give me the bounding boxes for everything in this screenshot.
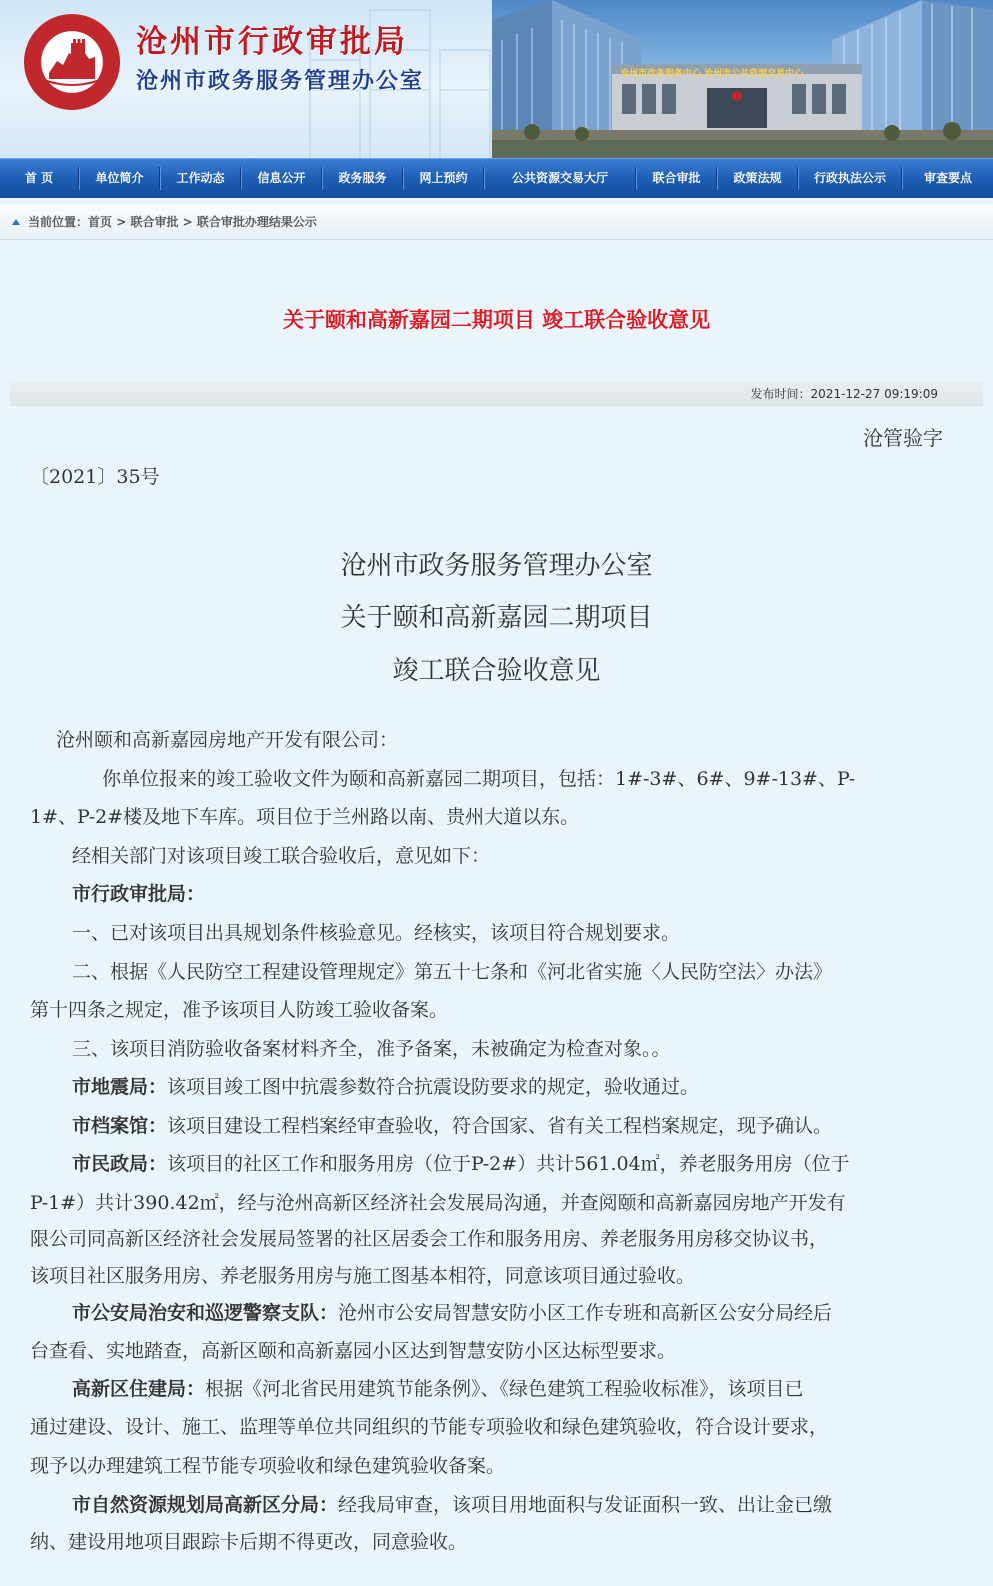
nav-joint-approval[interactable]: 联合审批 [652,171,701,185]
site-subtitle: 沧州市政务服务管理办公室 [136,68,425,94]
body-line: 你单位报来的竣工验收文件为颐和高新嘉园二期项目，包括：1#-3#、6#、9#-13#、P- [102,768,856,790]
doc-number: 沧管验字 [863,426,943,450]
doc-title-line: 竣工联合验收意见 [392,656,601,686]
article-title: 关于颐和高新嘉园二期项目 竣工联合验收意见 [282,308,711,332]
dept-label: 市民政局： [72,1153,168,1175]
dept-label: 高新区住建局： [72,1378,206,1400]
body-line: 市民政局：该项目的社区工作和服务用房（位于P-2#）共计561.04㎡，养老服务用房（位于 [72,1153,850,1175]
nav-public-resource-hall[interactable]: 公共资源交易大厅 [511,171,608,185]
body-line: 市地震局：该项目竣工图中抗震参数符合抗震设防要求的规定，验收通过。 [72,1076,700,1098]
header-banner [0,0,993,158]
dept-label: 市地震局： [72,1076,168,1098]
nav-review-points[interactable]: 审查要点 [923,171,972,185]
body-line: 该项目社区服务用房、养老服务用房与施工图基本相符，同意该项目通过验收。 [30,1265,696,1287]
body-line: 经相关部门对该项目竣工联合验收后，意见如下： [72,845,491,867]
site-title: 沧州市行政审批局 [136,24,408,60]
great-wall-icon [27,17,117,107]
body-line: 二、根据《人民防空工程建设管理规定》第五十七条和《河北省实施〈人民防空法〉办法》 [72,961,833,983]
doc-title-line: 关于颐和高新嘉园二期项目 [340,603,653,633]
dept-label: 市自然资源规划局高新区分局： [72,1494,339,1516]
doc-number-year: 〔2021〕35号 [30,466,160,488]
office-building-image [492,0,993,158]
body-line: 三、该项目消防验收备案材料齐全，准予备案，未被确定为检查对象。。 [72,1038,671,1060]
breadcrumb-results[interactable]: 联合审批办理结果公示 [196,215,317,229]
dept-label: 市档案馆： [72,1115,168,1137]
publish-meta [10,382,983,406]
body-line: 市公安局治安和巡逻警察支队：沧州市公安局智慧安防小区工作专班和高新区公安分局经后 [72,1302,833,1324]
breadcrumb [0,204,993,240]
nav-law-enforcement[interactable]: 行政执法公示 [813,171,886,185]
body-line: 纳、建设用地项目跟踪卡后期不得更改，同意验收。 [30,1531,468,1553]
nav-online-booking[interactable]: 网上预约 [419,171,468,185]
body-line: 一、已对该项目出具规划条件核验意见。经核实，该项目符合规划要求。 [72,922,681,944]
publish-label: 发布时间： [750,387,811,401]
publish-time: 2021-12-27 09:19:09 [810,387,938,401]
body-line: P-1#）共计390.42㎡，经与沧州高新区经济社会发展局沟通，并查阅颐和高新嘉园房地产开发有 [30,1192,846,1214]
dept-label: 市公安局治安和巡逻警察支队： [72,1302,339,1324]
nav-gov-services[interactable]: 政务服务 [338,171,387,185]
body-line: 通过建设、设计、施工、监理等单位共同组织的节能专项验收和绿色建筑验收，符合设计要求， [30,1416,829,1438]
body-line: 限公司同高新区经济社会发展局签署的社区居委会工作和服务用房、养老服务用房移交协议书， [30,1228,829,1250]
nav-info-disclosure[interactable]: 信息公开 [257,171,306,185]
nav-policies[interactable]: 政策法规 [733,171,782,185]
breadcrumb-sep: > [112,215,131,229]
nav-home[interactable]: 首 页 [24,171,54,185]
body-line: 第十四条之规定，准予该项目人防竣工验收备案。 [30,999,449,1021]
nav-work-news[interactable]: 工作动态 [176,171,225,185]
breadcrumb-label: 当前位置： [28,215,89,229]
body-line: 高新区住建局：根据《河北省民用建筑节能条例》、《绿色建筑工程验收标准》，该项目已 [72,1378,804,1400]
breadcrumb-joint-approval[interactable]: 联合审批 [130,215,179,229]
body-line: 市档案馆：该项目建设工程档案经审查验收，符合国家、省有关工程档案规定，现予确认。 [72,1115,833,1137]
body-line: 1#、P-2#楼及地下车库。项目位于兰州路以南、贵州大道以东。 [30,806,580,828]
body-line: 现予以办理建筑工程节能专项验收和绿色建筑验收备案。 [30,1455,506,1477]
doc-title-line: 沧州市政务服务管理办公室 [340,551,653,581]
section-heading: 市行政审批局： [72,883,206,905]
body-line: 台查看、实地踏查，高新区颐和高新嘉园小区达到智慧安防小区达标型要求。 [30,1340,677,1362]
building-sign-text: 沧州市政务服务中心 沧州市公共资源交易中心 [620,69,804,79]
body-line: 市自然资源规划局高新区分局：经我局审查，该项目用地面积与发证面积一致、出让金已缴 [72,1494,833,1516]
building-photo [492,0,993,158]
main-nav [0,158,993,198]
breadcrumb-sep: > [178,215,197,229]
location-icon [12,219,20,225]
body-line: 沧州颐和高新嘉园房地产开发有限公司： [56,729,399,751]
nav-about[interactable]: 单位简介 [95,171,144,185]
breadcrumb-home[interactable]: 首页 [88,215,113,229]
government-emblem-logo[interactable] [24,14,120,110]
